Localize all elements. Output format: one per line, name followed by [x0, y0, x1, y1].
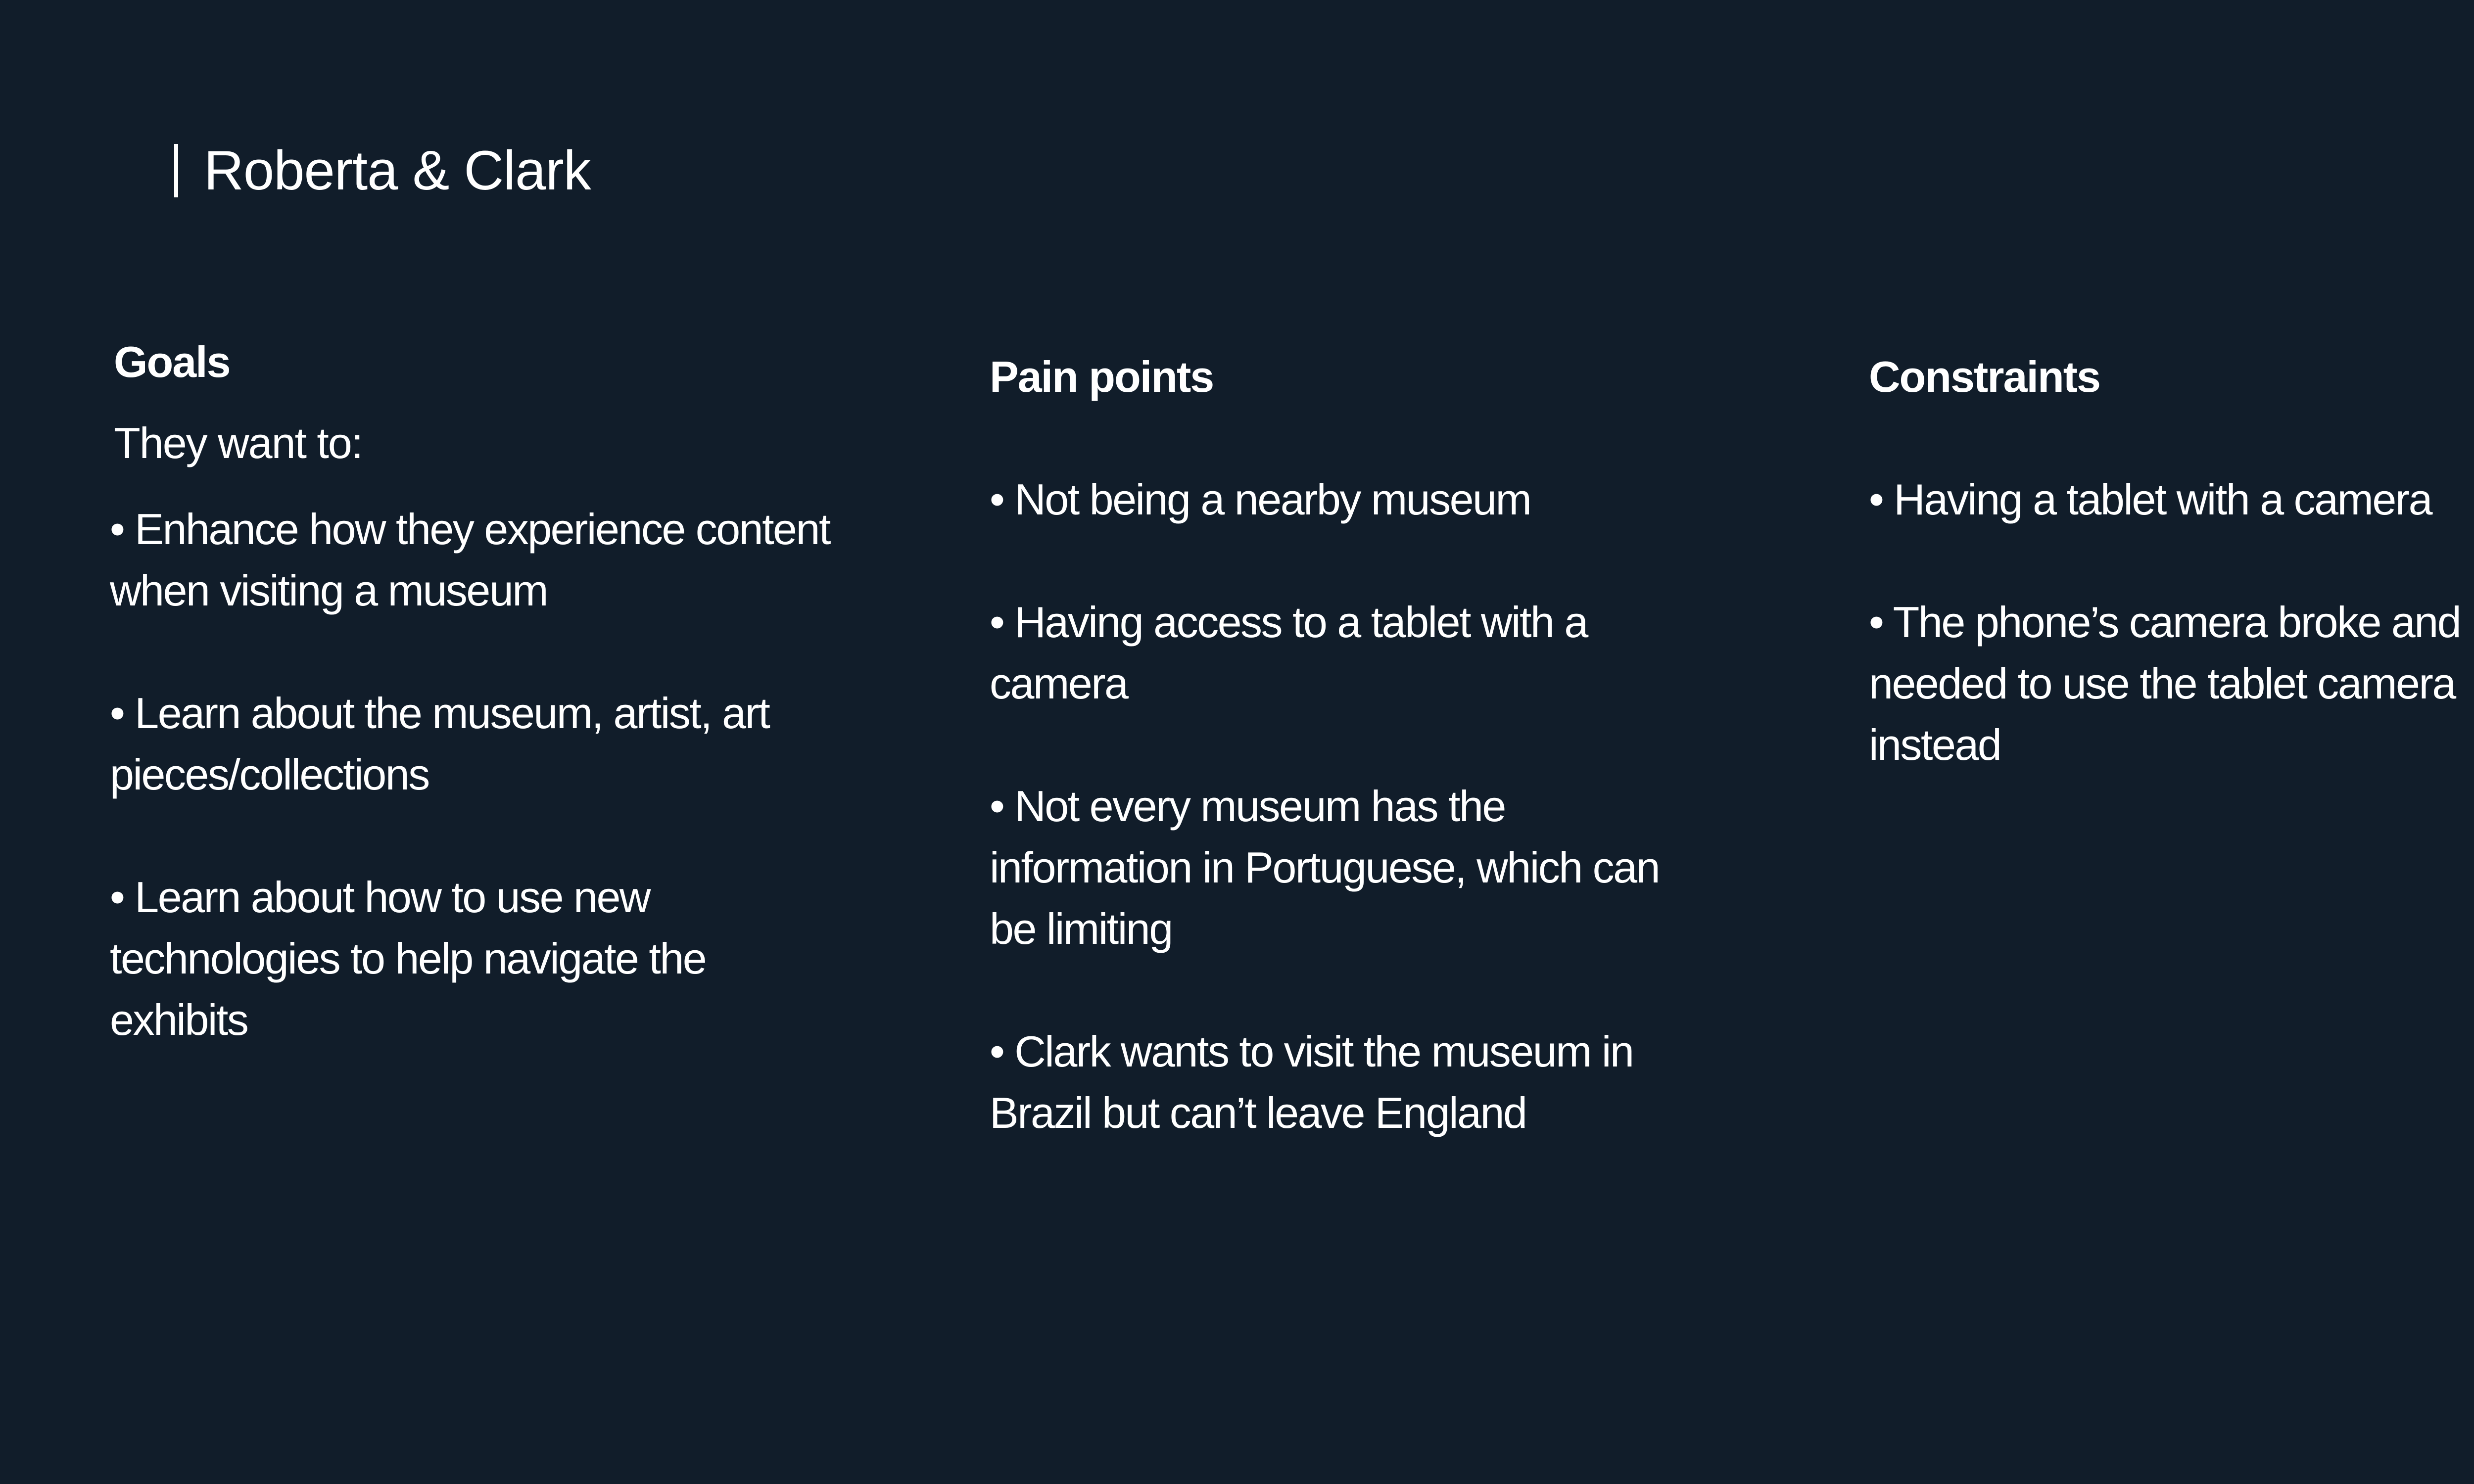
goals-column [110, 331, 882, 1112]
header-divider-bar [174, 144, 178, 197]
pain-points-heading: Pain points [990, 352, 1214, 401]
slide-header [174, 139, 591, 203]
constraint-item: • The phone’s camera broke and needed to use the tablet camera instead [1869, 598, 2461, 769]
goals-list [110, 499, 882, 1051]
goal-item: • Learn about how to use new technologies to help navigate the exhibits [110, 873, 706, 1044]
pain-point-item: • Clark wants to visit the museum in Brazil but can’t leave England [990, 1027, 1633, 1137]
page-title: Roberta & Clark [204, 139, 591, 201]
constraint-item: • Having a tablet with a camera [1869, 475, 2432, 524]
constraints-heading: Constraints [1869, 352, 2100, 401]
pain-points-column [990, 346, 1761, 1205]
pain-point-item: • Not being a nearby museum [990, 475, 1531, 524]
goals-intro: They want to: [114, 418, 363, 467]
constraints-list [1869, 469, 2474, 776]
goal-item: • Enhance how they experience content when visiting a museum [110, 505, 830, 615]
goal-item: • Learn about the museum, artist, art pieces/collections [110, 689, 769, 799]
pain-points-list [990, 469, 1761, 1144]
pain-point-item: • Not every museum has the information in Portuguese, which can be limiting [990, 782, 1660, 953]
constraints-column [1869, 346, 2474, 837]
goals-heading: Goals [114, 337, 230, 386]
pain-point-item: • Having access to a tablet with a camera [990, 598, 1587, 708]
